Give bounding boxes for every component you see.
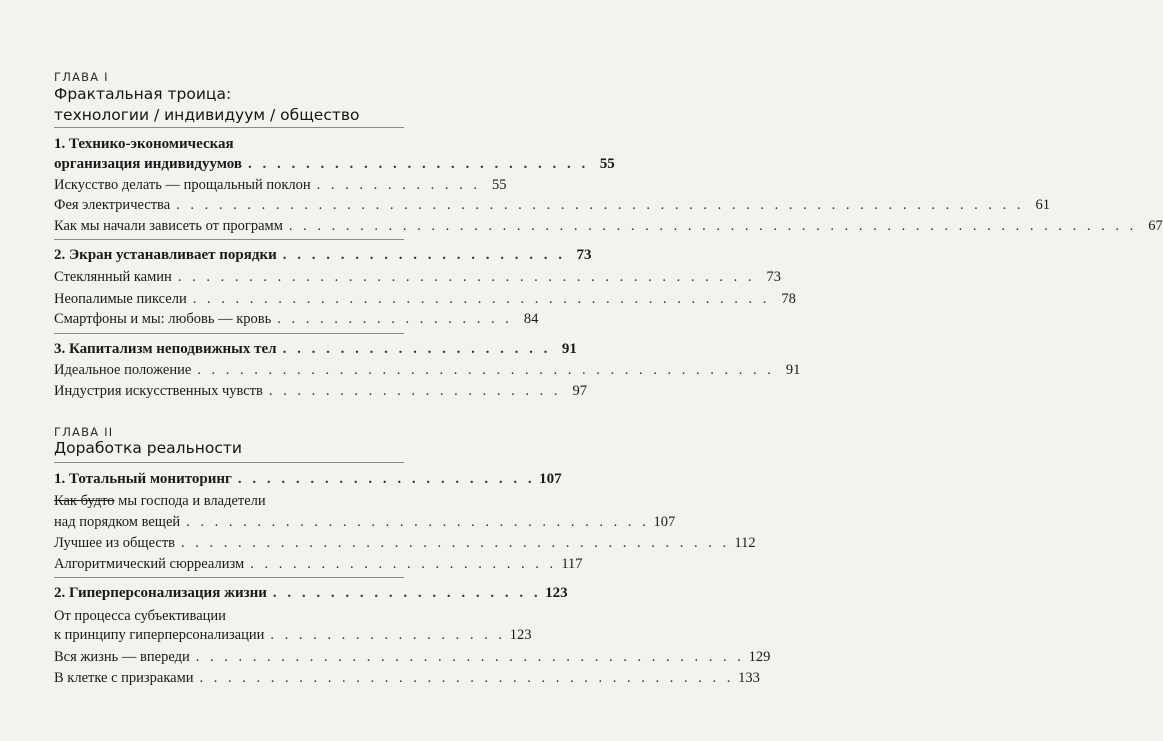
entry-title: Искусство делать — прощальный поклон bbox=[54, 177, 311, 193]
page-number: 107 bbox=[653, 514, 676, 530]
toc-entry bbox=[54, 264, 781, 286]
entry-title: Индустрия искусственных чувств bbox=[54, 383, 263, 399]
page-number: 117 bbox=[561, 556, 583, 572]
toc-entry bbox=[54, 665, 760, 687]
page-number: 84 bbox=[523, 311, 539, 327]
page-number: 61 bbox=[1035, 197, 1051, 213]
page-number: 123 bbox=[545, 585, 568, 601]
entry-title: Лучшее из обществ bbox=[54, 535, 175, 551]
entry-title: над порядком вещей bbox=[54, 514, 181, 530]
section-title: 2. Экран устанавливает порядки bbox=[54, 247, 277, 263]
chapter-title bbox=[54, 84, 360, 126]
entry-title: Алгоритмический сюрреализм bbox=[54, 556, 245, 572]
toc-entry bbox=[54, 530, 756, 552]
dot-leader: . . . . . . . . . . . . . . . . . . . . . . . . . . . . . . . . . . . . . . bbox=[199, 670, 734, 686]
dot-leader: . . . . . . . . . . . . . . . . . . . bbox=[272, 585, 542, 601]
dot-leader: . . . . . . . . . . . . . . . . . bbox=[277, 311, 513, 327]
page-number: 67 bbox=[1148, 218, 1163, 234]
entry-title: Как мы начали зависеть от программ bbox=[54, 218, 283, 234]
dot-leader: . . . . . . . . . . . . . . . . . . . . . . . . . . . . . . . . . . . . . . . . . bbox=[192, 291, 770, 307]
section-title: 2. Гиперперсонализация жизни bbox=[54, 585, 267, 601]
dot-leader: . . . . . . . . . . . . . . . . . . . . . . . . bbox=[248, 156, 589, 172]
toc-entry bbox=[54, 622, 532, 644]
chapter-title-line: технологии / индивидуум / общество bbox=[54, 106, 360, 124]
page-number: 91 bbox=[561, 341, 577, 357]
page-number: 55 bbox=[599, 156, 615, 172]
struck-text: Как будто bbox=[54, 493, 115, 509]
divider bbox=[54, 127, 404, 128]
dot-leader: . . . . . . . . . . . . . . . . . . . . bbox=[282, 247, 566, 263]
page-number: 97 bbox=[572, 383, 587, 399]
entry-title: В клетке с призраками bbox=[54, 670, 194, 686]
page-number: 129 bbox=[748, 649, 771, 665]
divider bbox=[54, 577, 404, 578]
page-number: 78 bbox=[781, 291, 796, 307]
dot-leader: . . . . . . . . . . . . . . . . . . . bbox=[282, 341, 551, 357]
dot-leader: . . . . . . . . . . . . . . . . . bbox=[270, 627, 506, 643]
section-title: 3. Капитализм неподвижных тел bbox=[54, 341, 277, 357]
section-heading bbox=[54, 242, 592, 264]
page-number: 123 bbox=[509, 627, 532, 643]
page-number: 55 bbox=[492, 177, 507, 193]
dot-leader: . . . . . . . . . . . . . . . . . . . . . . . . . . . . . . . . . . . . . . . . . . . . . . . . . . . . . . . . . . . . bbox=[176, 197, 1025, 213]
toc-entry bbox=[54, 378, 587, 400]
section-heading bbox=[54, 580, 568, 602]
page-number: 133 bbox=[738, 670, 760, 686]
toc-entry bbox=[54, 213, 1163, 235]
section-title: организация индивидуумов bbox=[54, 156, 243, 172]
section-heading bbox=[54, 466, 562, 488]
section-heading bbox=[54, 336, 577, 358]
entry-title: Фея электричества bbox=[54, 197, 171, 213]
toc-entry bbox=[54, 644, 771, 666]
dot-leader: . . . . . . . . . . . . . . . . . . . . . . bbox=[250, 556, 557, 572]
toc-entry bbox=[54, 172, 507, 194]
section-heading bbox=[54, 151, 615, 173]
dot-leader: . . . . . . . . . . . . bbox=[316, 177, 481, 193]
entry-title: Смартфоны и мы: любовь — кровь bbox=[54, 311, 272, 327]
section-heading bbox=[54, 131, 404, 153]
chapter-title-line: Фрактальная троица: bbox=[54, 85, 232, 103]
chapter-title: Доработка реальности bbox=[54, 439, 242, 457]
page-number: 107 bbox=[539, 471, 562, 487]
toc-entry bbox=[54, 286, 796, 308]
chapter-label: ГЛАВА I bbox=[54, 70, 109, 84]
dot-leader: . . . . . . . . . . . . . . . . . . . . . . . . . . . . . . . . . bbox=[186, 514, 650, 530]
entry-title: к принципу гиперперсонализации bbox=[54, 627, 265, 643]
entry-title: Вся жизнь — впереди bbox=[54, 649, 190, 665]
page-number: 91 bbox=[785, 362, 801, 378]
page-number: 73 bbox=[576, 247, 592, 263]
toc-entry bbox=[54, 306, 539, 328]
toc-entry bbox=[54, 509, 676, 531]
toc-entry bbox=[54, 192, 1051, 214]
dot-leader: . . . . . . . . . . . . . . . . . . . . . bbox=[268, 383, 561, 399]
divider bbox=[54, 462, 404, 463]
chapter-label: ГЛАВА II bbox=[54, 425, 114, 439]
divider bbox=[54, 239, 404, 240]
toc-entry bbox=[54, 488, 404, 510]
dot-leader: . . . . . . . . . . . . . . . . . . . . . . . . . . . . . . . . . . . . . . . bbox=[181, 535, 730, 551]
dot-leader: . . . . . . . . . . . . . . . . . . . . . bbox=[237, 471, 536, 487]
section-title: 1. Технико-экономическая bbox=[54, 136, 234, 152]
dot-leader: . . . . . . . . . . . . . . . . . . . . . . . . . . . . . . . . . . . . . . . . . bbox=[177, 269, 755, 285]
entry-title: Идеальное положение bbox=[54, 362, 192, 378]
entry-title: Неопалимые пиксели bbox=[54, 291, 187, 307]
section-title: 1. Тотальный мониторинг bbox=[54, 471, 232, 487]
entry-title: От процесса субъективации bbox=[54, 608, 226, 624]
dot-leader: . . . . . . . . . . . . . . . . . . . . . . . . . . . . . . . . . . . . . . . . . bbox=[197, 362, 775, 378]
divider bbox=[54, 333, 404, 334]
dot-leader: . . . . . . . . . . . . . . . . . . . . . . . . . . . . . . . . . . . . . . . bbox=[195, 649, 745, 665]
toc-entry bbox=[54, 357, 801, 379]
page-number: 73 bbox=[766, 269, 781, 285]
entry-title: Стеклянный камин bbox=[54, 269, 172, 285]
dot-leader: . . . . . . . . . . . . . . . . . . . . . . . . . . . . . . . . . . . . . . . . . . . . . . . . . . . . . . . . . . . . bbox=[288, 218, 1137, 234]
entry-title-rest: мы господа и владетели bbox=[114, 493, 266, 509]
page-number: 112 bbox=[734, 535, 756, 551]
toc-entry bbox=[54, 551, 583, 573]
entry-title bbox=[54, 493, 266, 510]
